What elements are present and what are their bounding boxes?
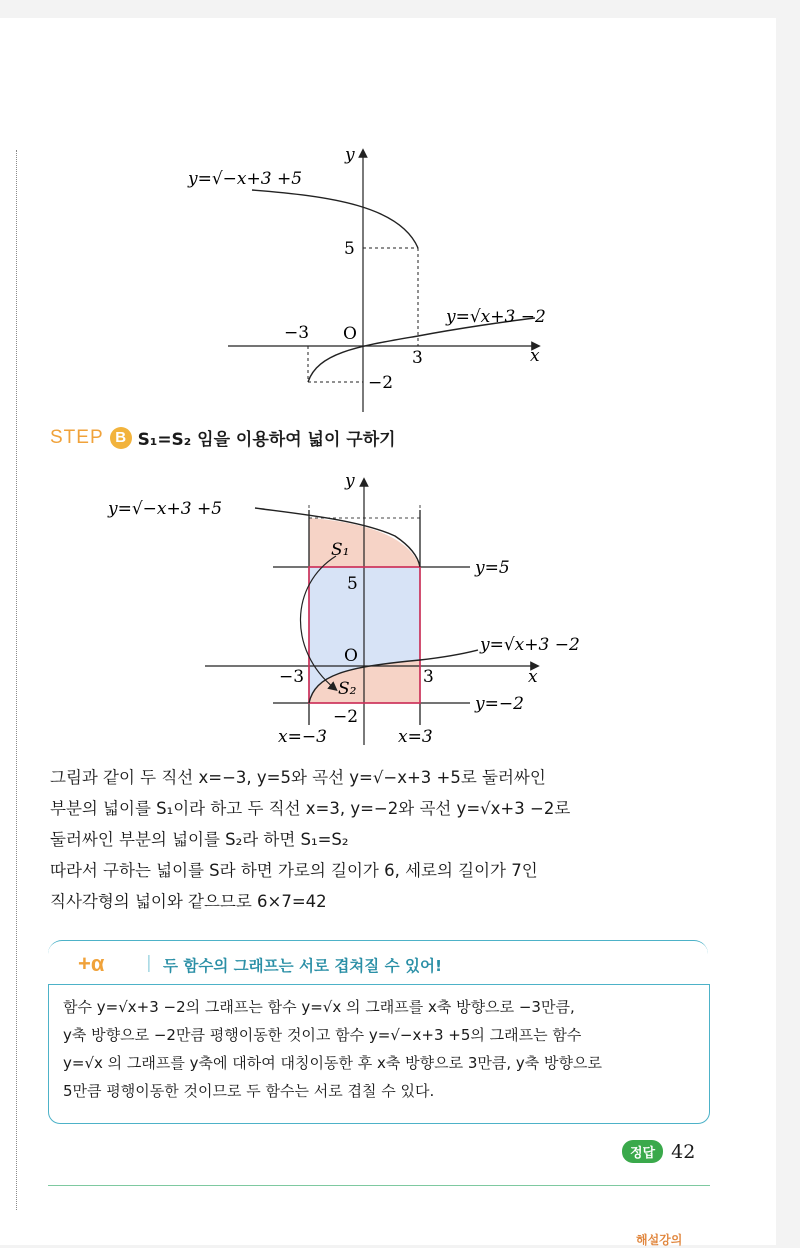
tip-line: 함수 y=√x+3 −2의 그래프는 함수 y=√x 의 그래프를 x축 방향으로 −3만큼, xyxy=(63,998,575,1016)
tip-line: 5만큼 평행이동한 것이므로 두 함수는 서로 겹칠 수 있다. xyxy=(63,1082,435,1100)
step-label: STEP xyxy=(50,426,104,448)
label-lower: y=√x+3 −2 xyxy=(446,307,546,327)
answer xyxy=(622,1140,695,1163)
label-s1: S₁ xyxy=(331,540,350,560)
tick-origin-2: O xyxy=(344,646,358,666)
graph-1 xyxy=(0,0,800,420)
axis-x-label-2: x xyxy=(528,667,538,687)
body-line: 부분의 넓이를 S₁이라 하고 두 직선 x=3, y=−2와 곡선 y=√x+3 −2로 xyxy=(50,799,571,818)
tick-neg2-2: −2 xyxy=(333,707,359,727)
solution-text xyxy=(50,762,730,917)
label-lower-2: y=√x+3 −2 xyxy=(480,635,580,655)
tip-line: y축 방향으로 −2만큼 평행이동한 것이고 함수 y=√−x+3 +5의 그래프는 함수 xyxy=(63,1026,582,1044)
body-line: 둘러싸인 부분의 넓이를 S₂라 하면 S₁=S₂ xyxy=(50,830,349,849)
label-xneg3: x=−3 xyxy=(278,727,327,747)
label-x3: x=3 xyxy=(398,727,433,747)
label-yneg2: y=−2 xyxy=(475,694,524,714)
label-s2: S₂ xyxy=(338,679,357,699)
body-line: 따라서 구하는 넓이를 S라 하면 가로의 길이가 6, 세로의 길이가 7인 xyxy=(50,861,538,880)
step-badge: B xyxy=(110,427,132,449)
tick-neg3: −3 xyxy=(284,323,310,343)
tick-origin: O xyxy=(343,324,357,344)
label-y5: y=5 xyxy=(475,558,510,578)
body-line: 그림과 같이 두 직선 x=−3, y=5와 곡선 y=√−x+3 +5로 둘러싸인 xyxy=(50,768,546,787)
tick-neg2: −2 xyxy=(368,373,394,393)
tip-title: 두 함수의 그래프는 서로 겹쳐질 수 있어! xyxy=(163,957,443,975)
axis-x-label: x xyxy=(530,346,540,366)
tick-neg3-2: −3 xyxy=(279,667,305,687)
tip-header xyxy=(48,940,708,985)
axis-y-label-2: y xyxy=(345,471,355,491)
step-text: S₁=S₂ 임을 이용하여 넓이 구하기 xyxy=(137,430,396,450)
tip-separator: | xyxy=(146,953,152,973)
answer-badge: 정답 xyxy=(622,1140,663,1163)
tick-3: 3 xyxy=(412,348,423,368)
curve-upper xyxy=(252,190,418,248)
answer-value: 42 xyxy=(671,1140,696,1163)
plus-alpha-icon: +α xyxy=(78,951,105,976)
label-upper: y=√−x+3 +5 xyxy=(188,169,303,189)
graph-2 xyxy=(0,460,800,760)
axis-y-label: y xyxy=(345,145,355,165)
tick-5-2: 5 xyxy=(347,574,358,594)
footer-label: 해설강의 xyxy=(636,1233,683,1247)
tip-box xyxy=(48,984,710,1124)
label-upper-2: y=√−x+3 +5 xyxy=(108,499,223,519)
tip-line: y=√x 의 그래프를 y축에 대하여 대칭이동한 후 x축 방향으로 3만큼, y축 방향으로 xyxy=(63,1054,602,1072)
step-header xyxy=(50,425,396,450)
body-line: 직사각형의 넓이와 같으므로 6×7=42 xyxy=(50,892,327,911)
bottom-rule xyxy=(48,1185,710,1186)
tick-3-2: 3 xyxy=(423,667,434,687)
tick-5: 5 xyxy=(344,239,355,259)
